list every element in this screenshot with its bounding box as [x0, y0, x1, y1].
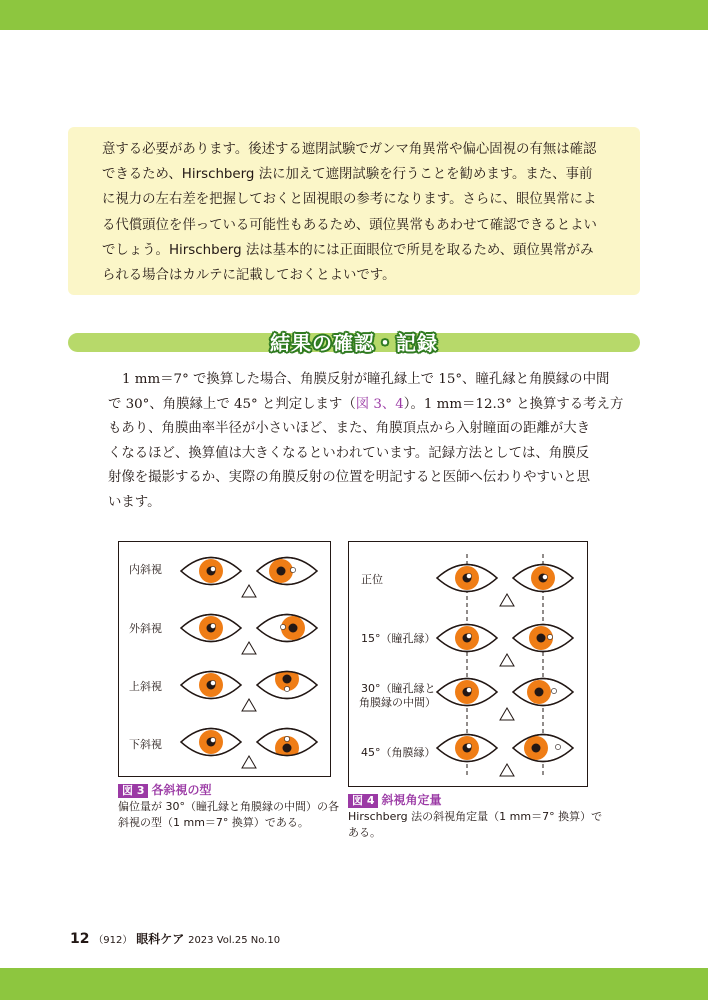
- corneal-reflex: [547, 634, 552, 639]
- corneal-reflex: [210, 623, 215, 628]
- fixation-triangle-icon: [242, 642, 256, 654]
- fig4-title: 斜視角定量: [381, 793, 442, 807]
- eye-icon: [513, 679, 573, 706]
- bottom-color-band: [0, 968, 708, 1000]
- fig4-number: 図 4: [348, 794, 378, 808]
- fixation-triangle-icon: [500, 764, 514, 776]
- eye-icon: [257, 667, 317, 699]
- figure-4: [348, 541, 588, 787]
- body-line: くなるほど、換算値は大きくなるといわれています。記録方法としては、角膜反: [108, 445, 589, 461]
- fixation-triangle-icon: [242, 585, 256, 597]
- body-line: います。: [108, 494, 161, 510]
- corneal-reflex: [466, 633, 471, 638]
- journal-name: 眼科ケア: [136, 932, 185, 946]
- body-line: もあり、角膜曲率半径が小さいほど、また、角膜頂点から入射瞳面の距離が大き: [108, 421, 591, 437]
- eye-icon: [181, 672, 241, 699]
- fig3-label-esotropia: 内斜視: [129, 563, 162, 576]
- body-line: 1 mm＝7° で換算した場合、角膜反射が瞳孔縁上で 15°、瞳孔縁と角膜縁の中間: [122, 372, 610, 387]
- note-line: 意する必要があります。後述する遮閉試験でガンマ角異常や偏心固視の有無は確認: [102, 142, 597, 157]
- corneal-reflex: [290, 567, 295, 572]
- fig3-caption-line: 偏位量が 30°（瞳孔縁と角膜縁の中間）の各: [118, 800, 339, 813]
- fig4-caption-line: Hirschberg 法の斜視角定量（1 mm＝7° 換算）で: [348, 810, 603, 823]
- pupil: [277, 567, 286, 576]
- fixation-triangle-icon: [500, 654, 514, 666]
- fig3-label-hypotropia: 下斜視: [129, 738, 162, 751]
- pupil: [283, 744, 292, 753]
- pupil: [283, 675, 292, 684]
- fig3-title: 各斜視の型: [151, 783, 212, 797]
- note-line: でしょう。Hirschberg 法は基本的には正面眼位で所見を取るため、頭位異常がみ: [102, 242, 594, 258]
- fig4-label-30deg-line2: 角膜縁の中間）: [359, 696, 436, 709]
- eye-icon: [437, 625, 497, 652]
- corneal-reflex: [210, 737, 215, 742]
- corneal-reflex: [466, 573, 471, 578]
- fig4-label-orthophoria: 正位: [361, 573, 383, 586]
- body-line: 射像を撮影するか、実際の角膜反射の位置を明記すると医師へ伝わりやすいと思: [108, 470, 591, 486]
- note-line: られる場合はカルテに記載しておくとよいです。: [102, 268, 396, 284]
- fig3-label-exotropia: 外斜視: [129, 622, 162, 635]
- fig3-label-hypertropia: 上斜視: [129, 680, 162, 693]
- fixation-triangle-icon: [500, 594, 514, 606]
- fixation-triangle-icon: [242, 756, 256, 768]
- corneal-reflex: [466, 687, 471, 692]
- eye-icon: [437, 679, 497, 706]
- body-text-span: で 30°、角膜縁上で 45° と判定します（: [108, 396, 356, 412]
- pupil: [535, 688, 544, 697]
- corneal-reflex: [555, 744, 560, 749]
- fig4-label-45deg: 45°（角膜縁）: [361, 746, 436, 759]
- fixation-triangle-icon: [242, 699, 256, 711]
- iris-group: [524, 736, 548, 760]
- eye-icon: [181, 558, 241, 585]
- fig3-number: 図 3: [118, 784, 148, 798]
- figure-reference-link[interactable]: 図 3、4: [355, 396, 404, 412]
- figure-3-caption: [118, 782, 339, 831]
- corneal-reflex: [551, 688, 556, 693]
- eye-icon: [513, 625, 573, 652]
- body-text-span: ）。1 mm＝12.3° と換算する考え方: [403, 396, 624, 412]
- section-title: 結果の確認・記録: [270, 331, 438, 355]
- note-line: できるため、Hirschberg 法に加えて遮閉試験を行うことを勧めます。また、事前: [102, 167, 593, 183]
- eye-icon: [513, 565, 573, 592]
- corneal-reflex: [284, 736, 289, 741]
- body-line: [108, 393, 624, 418]
- corneal-reflex: [284, 686, 289, 691]
- eye-icon: [437, 565, 497, 592]
- page-total: （912）: [93, 935, 133, 946]
- corneal-reflex: [466, 743, 471, 748]
- eye-icon: [257, 729, 317, 761]
- fig4-caption-line: ある。: [348, 826, 381, 839]
- fig3-caption-line: 斜視の型（1 mm＝7° 換算）である。: [118, 816, 309, 829]
- eye-icon: [437, 735, 497, 762]
- note-line: る代償頭位を伴っている可能性もあるため、頭位異常もあわせて確認できるとよい: [102, 217, 597, 233]
- pupil: [289, 624, 298, 633]
- fig4-label-15deg: 15°（瞳孔縁）: [361, 632, 436, 645]
- body-text: [108, 368, 624, 516]
- note-box: [68, 127, 640, 295]
- corneal-reflex: [542, 574, 547, 579]
- iris-group: [527, 680, 551, 704]
- top-color-band: [0, 0, 708, 30]
- fixation-triangle-icon: [500, 708, 514, 720]
- eye-icon: [181, 615, 241, 642]
- pupil: [537, 634, 546, 643]
- fig4-label-30deg: 30°（瞳孔縁と: [361, 682, 436, 695]
- corneal-reflex: [210, 566, 215, 571]
- note-line: に視力の左右差を把握しておくと固視眼の参考になります。さらに、眼位異常によ: [102, 192, 597, 208]
- page-number: 12: [70, 931, 90, 947]
- journal-issue: 2023 Vol.25 No.10: [188, 935, 281, 946]
- iris-group: [269, 559, 293, 583]
- corneal-reflex: [210, 680, 215, 685]
- pupil: [532, 744, 541, 753]
- page-footer: [70, 930, 280, 947]
- eye-icon: [257, 558, 317, 585]
- figure-3: [118, 541, 331, 777]
- eye-icon: [257, 615, 317, 642]
- figure-4-caption: [348, 792, 603, 841]
- corneal-reflex: [280, 624, 285, 629]
- eye-icon: [513, 735, 573, 762]
- eye-icon: [181, 729, 241, 756]
